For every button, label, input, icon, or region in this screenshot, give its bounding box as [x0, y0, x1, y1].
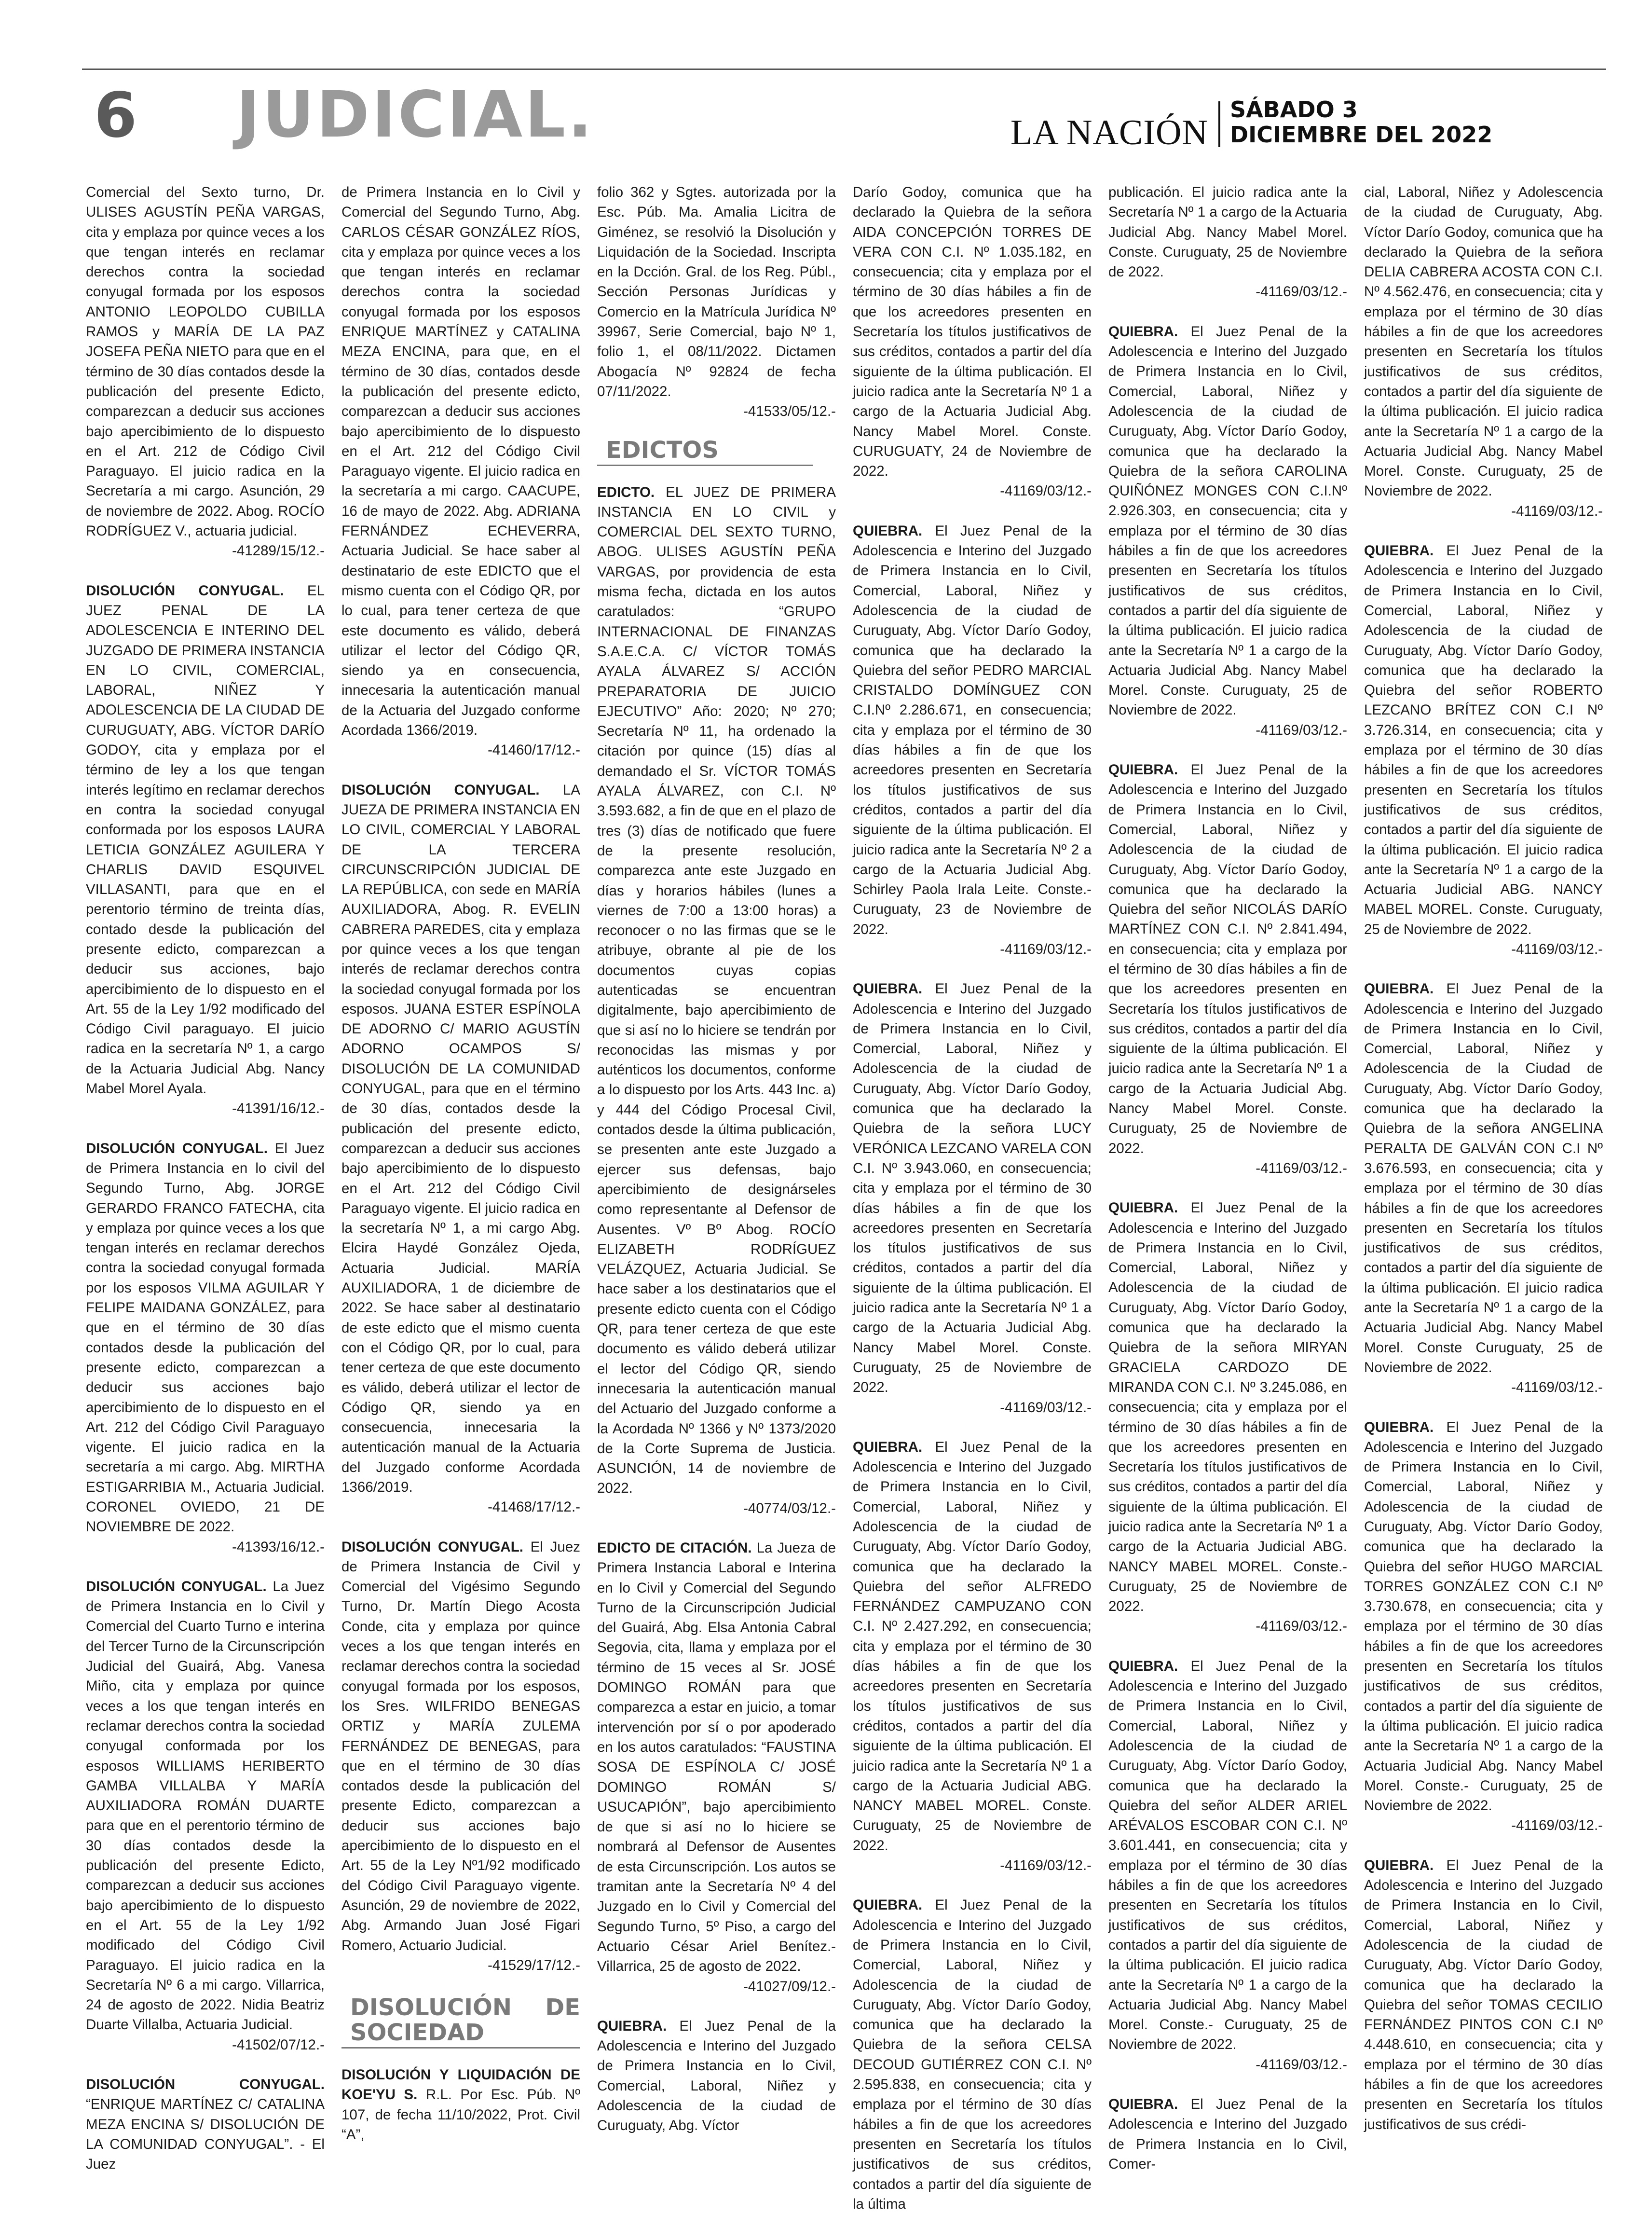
- page-number: 6: [94, 80, 137, 151]
- notice-code: -41533/05/12.-: [743, 403, 836, 420]
- notice-lead: QUIEBRA.: [1108, 762, 1178, 778]
- text-column-5: [1108, 182, 1347, 2172]
- legal-notice: [597, 482, 836, 1518]
- notice-lead: QUIEBRA.: [1108, 323, 1178, 340]
- section-title: JUDICIAL.: [236, 78, 595, 152]
- legal-notice: [1364, 1417, 1603, 1836]
- notice-body: R.L. Por Esc. Púb. Nº 107, de fecha 11/10/2022, Prot. Civil “A”,: [341, 2087, 580, 2143]
- notice-code: -40774/03/12.-: [743, 1500, 836, 1516]
- notice-body: El Juez Penal de la Adolescencia e Interino del Juzgado de Primera Instancia en lo Civil, Comercial, Laboral, Niñez y Adolescencia de la ciudad de Curuguaty, Abg. Víctor Darío Godoy, comunica que ha declarado la Quiebra del señor HUGO MARCIAL TORRES GONZÁLEZ CON C.I Nº 3.730.678, en consecuencia; cita y emplaza por el término de 30 días hábiles a fin de que los acreedores presenten en Secretaría los títulos justificativos de sus créditos, contados a partir del día siguiente de la última publicación. El juicio radica ante la Secretaría Nº 1 a cargo de la Actuaria Judicial Abg. Nancy Mabel Morel. Conste.- Curuguaty, 25 de Noviembre de 2022.: [1364, 1419, 1603, 1814]
- notice-body: El Juez Penal de la Adolescencia e Interino del Juzgado de Primera Instancia en lo Civil, Comercial, Laboral, Niñez y Adolescencia de la ciudad de Curuguaty, Abg. Víctor Darío Godoy, comunica que ha declarado la Quiebra de la señora CELSA DECOUD GUTIÉRREZ CON C.I. Nº 2.595.838, en consecuencia; cita y emplaza por el término de 30 días hábiles a fin de que los acreedores presenten en Secretaría los títulos justificativos de sus créditos, contados a partir del día siguiente de la última: [853, 1897, 1092, 2212]
- notice-body: Darío Godoy, comunica que ha declarado la Quiebra de la señora AIDA CONCEPCIÓN TORRES DE VERA CON C.I. Nº 1.035.182, en consecuencia; cita y emplaza por el término de 30 días hábiles a fin de que los acreedores presenten en Secretaría los títulos justificativos de sus créditos, contados a partir del día siguiente de la última publicación. El juicio radica ante la Secretaría Nº 1 a cargo de la Actuaria Judicial Abg. Nancy Mabel Morel. Conste. CURUGUATY, 24 de Noviembre de 2022.: [853, 184, 1092, 480]
- legal-notice: [1108, 1656, 1347, 2075]
- notice-body: El Juez Penal de la Adolescencia e Interino del Juzgado de Primera Instancia en lo Civil, Comercial, Laboral, Niñez y Adolescencia de la ciudad de Curuguaty, Abg. Víctor Darío Godoy, comunica que ha declarado la Quiebra del señor PEDRO MARCIAL CRISTALDO DOMÍNGUEZ CON C.I.Nº 2.286.671, en consecuencia; cita y emplaza por el término de 30 días hábiles a fin de que los acreedores presenten en Secretaría los títulos justificativos de sus créditos, contados a partir del día siguiente de la última publicación. El juicio radica ante la Secretaría Nº 2 a cargo de la Actuaria Judicial Abg. Schirley Paola Irala Leite. Conste.- Curuguaty, 23 de Noviembre de 2022.: [853, 523, 1092, 937]
- notice-body: El Juez Penal de la Adolescencia e Interino del Juzgado de Primera Instancia en lo Civil, Comercial, Laboral, Niñez y Adolescencia de la ciudad de Curuguaty, Abg. Víctor Darío Godoy, comunica que ha declarado la Quiebra del señor NICOLÁS DARÍO MARTÍNEZ CON C.I. Nº 2.841.494, en consecuencia; cita y emplaza por el término de 30 días hábiles a fin de que los acreedores presenten en Secretaría los títulos justificativos de sus créditos, contados a partir del día siguiente de la última publicación. El juicio radica ante la Secretaría Nº 1 a cargo de la Actuaria Judicial Abg. Nancy Mabel Morel. Conste. Curuguaty, 25 de Noviembre de 2022.: [1108, 762, 1347, 1156]
- notice-code: -41468/17/12.-: [488, 1499, 580, 1515]
- notice-code: -41169/03/12.-: [1511, 941, 1603, 957]
- notice-lead: QUIEBRA.: [1364, 1419, 1434, 1435]
- legal-notice: [597, 2016, 836, 2136]
- notice-code: -41460/17/12.-: [488, 742, 580, 758]
- notice-body: El Juez Penal de la Adolescencia e Interino del Juzgado de Primera Instancia en lo Civil, Comercial, Laboral, Niñez y Adolescencia de la ciudad de Curuguaty, Abg. Víctor Darío Godoy, comunica que ha declarado la Quiebra de la señora CAROLINA QUIÑÓNEZ MONGES CON C.I.Nº 2.926.303, en consecuencia; cita y emplaza por el término de 30 días hábiles a fin de que los acreedores presenten en Secretaría los títulos justificativos de sus créditos, contados a partir del día siguiente de la última publicación. El juicio radica ante la Secretaría Nº 1 a cargo de la Actuaria Judicial Abg. Nancy Mabel Morel. Conste. Curuguaty, 25 de Noviembre de 2022.: [1108, 323, 1347, 718]
- notice-body: EL JUEZ PENAL DE LA ADOLESCENCIA E INTERINO DEL JUZGADO DE PRIMERA INSTANCIA EN LO CIVIL, COMERCIAL, LABORAL, NIÑEZ Y ADOLESCENCIA DE LA CIUDAD DE CURUGUATY, ABG. VÍCTOR DARÍO GODOY, cita y emplaza por el término de ley a los que tengan interés legítimo en reclamar derechos en contra la sociedad conyugal conformada por los esposos LAURA LETICIA GONZÁLEZ AGUILERA Y CHARLIS DAVID ESQUIVEL VILLASANTI, para que en el perentorio término de treinta días, contado desde la publicación del presente edicto, comparezcan a deducir sus acciones, bajo apercibimiento de lo dispuesto en el Art. 55 de la Ley 1/92 modificado del Código Civil paraguayo. El juicio radica en la secretaría Nº 1, a cargo de la Actuaria Judicial Abg. Nancy Mabel Morel Ayala.: [86, 582, 325, 1097]
- top-rule: [82, 69, 1606, 70]
- legal-notice: [1364, 1856, 1603, 2134]
- legal-notice: [1108, 322, 1347, 740]
- notice-code: -41169/03/12.-: [1256, 284, 1347, 300]
- notice-lead: DISOLUCIÓN CONYUGAL.: [86, 1578, 267, 1595]
- notice-lead: QUIEBRA.: [853, 1897, 923, 1913]
- legal-notice: [853, 1895, 1092, 2214]
- notice-code: -41393/16/12.-: [232, 1539, 325, 1555]
- legal-notice: [1108, 1198, 1347, 1636]
- notice-code: -41169/03/12.-: [1511, 1379, 1603, 1396]
- legal-notice: [1108, 182, 1347, 302]
- legal-notice: [86, 581, 325, 1119]
- notice-code: -41169/03/12.-: [1256, 1160, 1347, 1176]
- notice-body: El Juez de Primera Instancia de Civil y Comercial del Vigésimo Segundo Turno, Dr. Martín Diego Acosta Conde, cita y emplaza por quince veces a los que tengan interés en reclamar derechos contra la sociedad conyugal formada por los esposos, los Sres. WILFRIDO BENEGAS ORTIZ y MARÍA ZULEMA FERNÁNDEZ DE BENEGAS, para que en el término de 30 días contados desde la publicación del presente Edicto, comparezcan a deducir sus acciones bajo apercibimiento de lo dispuesto en el Art. 55 de la Ley Nº1/92 modificado del Código Civil Paraguayo vigente. Asunción, 29 de noviembre de 2022, Abg. Armando Juan José Figari Romero, Actuario Judicial.: [341, 1539, 580, 1953]
- legal-notice: [1364, 541, 1603, 959]
- notice-body: publicación. El juicio radica ante la Secretaría Nº 1 a cargo de la Actuaria Judicial Abg. Nancy Mabel Morel. Conste. Curuguaty, 25 de Noviembre de 2022.: [1108, 184, 1347, 280]
- legal-notice: [597, 182, 836, 422]
- text-column-1: [86, 182, 325, 2173]
- legal-notice: [853, 521, 1092, 960]
- notice-lead: DISOLUCIÓN CONYUGAL.: [86, 2076, 325, 2093]
- issue-date: [1230, 97, 1492, 148]
- notice-code: -41169/03/12.-: [1000, 1857, 1092, 1874]
- notice-body: EL JUEZ DE PRIMERA INSTANCIA EN LO CIVIL y COMERCIAL DEL SEXTO TURNO, ABOG. ULISES AGUSTÍN PEÑA VARGAS, por providencia de esta misma fecha, dictada en los autos caratulados: “GRUPO INTERNACIONAL DE FINANZAS S.A.E.C.A. C/ VÍCTOR TOMÁS AYALA ÁLVAREZ S/ ACCIÓN PREPARATORIA DE JUICIO EJECUTIVO” Año: 2020; Nº 270; Secretaría Nº 11, ha ordenado la citación por quince (15) días al demandado el Sr. VÍCTOR TOMÁS AYALA ÁLVAREZ, con C.I. Nº 3.593.682, a fin de que en el plazo de tres (3) días de notificado que fuere de la presente resolución, comparezca ante este Juzgado en días y horarios hábiles (lunes a viernes de 7:00 a 13:00 horas) a reconocer o no las firmas que se le atribuye, obrante al pie de los documentos cuyas copias autenticadas se encuentran digitalmente, bajo apercibimiento de que si así no lo hiciere se tendrán por reconocidas las mismas y por auténticos los documentos, conforme a lo dispuesto por los Arts. 443 Inc. a) y 444 del Código Procesal Civil, contados desde la última publicación, se presenten ante este Juzgado a ejercer sus defensas, bajo apercibimiento de designárseles como representante al Defensor de Ausentes. Vº Bº Abog. ROCÍO ELIZABETH RODRÍGUEZ VELÁZQUEZ, Actuaria Judicial. Se hace saber a los destinatarios que el presente edicto cuenta con el Código QR, para tener certeza de que este documento es válido deberá utilizar el lector del Código QR, siendo innecesaria la autenticación manual del Actuario del Juzgado conforme a la Acordada Nº 1366 y Nº 1373/2020 de la Corte Suprema de Justicia. ASUNCIÓN, 14 de noviembre de 2022.: [597, 484, 836, 1497]
- notice-lead: QUIEBRA.: [1108, 1200, 1178, 1216]
- notice-code: -41169/03/12.-: [1000, 483, 1092, 499]
- notice-lead: QUIEBRA.: [853, 1439, 923, 1455]
- notice-lead: DISOLUCIÓN CONYUGAL.: [86, 582, 284, 599]
- notice-code: -41169/03/12.-: [1000, 941, 1092, 957]
- notice-body: El Juez Penal de la Adolescencia e Interino del Juzgado de Primera Instancia en lo Civil, Comercial, Laboral, Niñez y Adolescencia de la ciudad de Curuguaty, Abg. Víctor Darío Godoy, comunica que ha declarado la Quiebra del señor TOMAS CECILIO FERNÁNDEZ PINTOS CON C.I Nº 4.448.610, en consecuencia; cita y emplaza por el término de 30 días hábiles a fin de que los acreedores presenten en Secretaría los títulos justificativos de sus crédi-: [1364, 1857, 1603, 2132]
- notice-body: El Juez Penal de la Adolescencia e Interino del Juzgado de Primera Instancia en lo Civil, Comercial, Laboral, Niñez y Adolescencia de la ciudad de Curuguaty, Abg. Víctor Darío Godoy, comunica que ha declarado la Quiebra de la señora MIRYAN GRACIELA CARDOZO DE MIRANDA CON C.I. Nº 3.245.086, en consecuencia; cita y emplaza por el término de 30 días hábiles a fin de que los acreedores presenten en Secretaría los títulos justificativos de sus créditos, contados a partir del día siguiente de la última publicación. El juicio radica ante la Secretaría Nº 1 a cargo de la Actuaria Judicial ABG. NANCY MABEL MOREL. Conste.- Curuguaty, 25 de Noviembre de 2022.: [1108, 1200, 1347, 1615]
- legal-notice: [341, 780, 580, 1517]
- legal-notice: [86, 182, 325, 561]
- notice-lead: QUIEBRA.: [853, 981, 923, 997]
- notice-lead: EDICTO.: [597, 484, 655, 500]
- notice-lead: QUIEBRA.: [853, 523, 923, 539]
- legal-notice: [853, 979, 1092, 1417]
- notice-body: El Juez Penal de la Adolescencia e Interino del Juzgado de Primera Instancia en lo Civil, Comercial, Laboral, Niñez y Adolescencia de la Ciudad de Curuguaty, Abg. Víctor Darío Godoy, comunica que ha declarado la Quiebra de la señora ANGELINA PERALTA DE GALVÁN CON C.I Nº 3.676.593, en consecuencia; cita y emplaza por el término de 30 días hábiles a fin de que los acreedores presenten en Secretaría los títulos justificativos de sus créditos, contados a partir del día siguiente de la última publicación. El juicio radica ante la Secretaría Nº 1 a cargo de la Actuaria Judicial Abg. Nancy Mabel Morel. Conste Curuguaty, 25 de Noviembre de 2022.: [1364, 981, 1603, 1375]
- notice-code: -41027/09/12.-: [743, 1978, 836, 1994]
- notice-lead: DISOLUCIÓN Y LIQUIDACIÓN DE KOE'YU S.: [341, 2067, 580, 2103]
- notice-lead: DISOLUCIÓN CONYUGAL.: [341, 782, 540, 798]
- notice-body: El Juez Penal de la Adolescencia e Interino del Juzgado de Primera Instancia en lo Civil, Comercial, Laboral, Niñez y Adolescencia de la ciudad de Curuguaty, Abg. Víctor Darío Godoy, comunica que ha declarado la Quiebra de la señora LUCY VERÓNICA LEZCANO VARELA CON C.I. Nº 3.943.060, en consecuencia; cita y emplaza por el término de 30 días hábiles a fin de que los acreedores presenten en Secretaría los títulos justificativos de sus créditos, contados a partir del día siguiente de la última publicación. El juicio radica ante la Secretaría Nº 1 a cargo de la Actuaria Judicial Abg. Nancy Mabel Morel. Conste. Curuguaty, 25 de Noviembre de 2022.: [853, 981, 1092, 1396]
- notice-body: “ENRIQUE MARTÍNEZ C/ CATALINA MEZA ENCINA S/ DISOLUCIÓN DE LA COMUNIDAD CONYUGAL”. - El Juez: [86, 2096, 325, 2173]
- notice-body: folio 362 y Sgtes. autorizada por la Esc. Púb. Ma. Amalia Licitra de Giménez, se resolvió la Disolución y Liquidación de la Sociedad. Inscripta en la Dcción. Gral. de los Reg. Públ., Sección Personas Jurídicas y Comercio en la Matrícula Jurídica Nº 39967, Serie Comercial, bajo Nº 1, folio 1, el 08/11/2022. Dictamen Abogacía Nº 92824 de fecha 07/11/2022.: [597, 184, 836, 399]
- notice-body: El Juez Penal de la Adolescencia e Interino del Juzgado de Primera Instancia en lo Civil, Comer-: [1108, 2096, 1347, 2172]
- legal-notice: [597, 1538, 836, 1996]
- notice-lead: DISOLUCIÓN CONYUGAL.: [86, 1140, 268, 1156]
- notice-body: El Juez de Primera Instancia en lo civil del Segundo Turno, Abg. JORGE GERARDO FRANCO FATECHA, cita y emplaza por quince veces a los que tengan interés en reclamar derechos contra la sociedad conyugal formada por los esposos VILMA AGUILAR Y FELIPE MAIDANA GONZÁLEZ, para que en el término de 30 días contados desde la publicación del presente edicto, comparezcan a deducir sus acciones bajo apercibimiento de lo dispuesto en el Art. 212 del Código Civil Paraguayo vigente. El juicio radica en la secretaría a mi cargo. Abg. MIRTHA ESTIGARRIBIA M., Actuaria Judicial. CORONEL OVIEDO, 21 DE NOVIEMBRE DE 2022.: [86, 1140, 325, 1535]
- legal-notice: [341, 182, 580, 760]
- notice-code: -41289/15/12.-: [232, 543, 325, 559]
- legal-notice: [853, 1437, 1092, 1876]
- notice-lead: QUIEBRA.: [1364, 1857, 1434, 1873]
- notice-body: Comercial del Sexto turno, Dr. ULISES AGUSTÍN PEÑA VARGAS, cita y emplaza por quince veces a los que tengan interés en reclamar derechos contra la sociedad conyugal formada por los esposos ANTONIO LEOPOLDO CUBILLA RAMOS y MARÍA DE LA PAZ JOSEFA PEÑA NIETO para que en el término de 30 días contados desde la publicación del presente Edicto, comparezcan a deducir sus acciones bajo apercibimiento de lo dispuesto en el Art. 212 de Código Civil Paraguayo. El juicio radica en la Secretaría a mi cargo. Asunción, 29 de noviembre de 2022. Abog. ROCÍO RODRÍGUEZ V., actuaria judicial.: [86, 184, 325, 539]
- notice-lead: DISOLUCIÓN CONYUGAL.: [341, 1539, 523, 1555]
- text-column-6: [1364, 182, 1603, 2132]
- legal-notice: [341, 1537, 580, 1976]
- notice-body: La Juez de Primera Instancia en lo Civil y Comercial del Cuarto Turno e interina del Tercer Turno de la Circunscripción Judicial del Guairá, Abg. Vanesa Miño, cita y emplaza por quince veces a los que tengan interés en reclamar derechos contra la sociedad conyugal conformada por los esposos WILLIAMS HERIBERTO GAMBA VILLALBA Y MARÍA AUXILIADORA ROMÁN DUARTE para que en el perentorio término de 30 días contados desde la publicación del presente Edicto, comparezcan a deducir sus acciones bajo apercibimiento de lo dispuesto en el Art. 55 de la Ley 1/92 modificado del Código Civil Paraguayo. El juicio radica en la Secretaría Nº 6 a mi cargo. Villarrica, 24 de agosto de 2022. Nidia Beatriz Duarte Villalba, Actuaria Judicial.: [86, 1578, 325, 2033]
- notice-body: cial, Laboral, Niñez y Adolescencia de la ciudad de Curuguaty, Abg. Víctor Darío Godoy, comunica que ha declarado la Quiebra de la señora DELIA CABRERA ACOSTA CON C.I. Nº 4.562.476, en consecuencia; cita y emplaza por el término de 30 días hábiles a fin de que los acreedores presenten en Secretaría los títulos justificativos de sus créditos, contados a partir del día siguiente de la última publicación. El juicio radica ante la Secretaría Nº 1 a cargo de la Actuaria Judicial Abg. Nancy Mabel Morel. Conste. Curuguaty, 25 de Noviembre de 2022.: [1364, 184, 1603, 499]
- section-heading: EDICTOS: [597, 438, 813, 466]
- legal-notice: [86, 1139, 325, 1557]
- notice-lead: QUIEBRA.: [1364, 981, 1434, 997]
- text-column-2: [341, 182, 580, 2143]
- legal-notice: [1108, 760, 1347, 1178]
- section-heading: DISOLUCIÓN DE SOCIEDAD: [341, 1995, 580, 2049]
- legal-notice: [86, 1577, 325, 2055]
- notice-body: La Jueza de Primera Instancia Laboral e Interina en lo Civil y Comercial del Segundo Turno de la Circunscripción Judicial del Guairá, Abg. Elsa Antonia Cabral Segovia, cita, llama y emplaza por el término de 15 veces al Sr. JOSÉ DOMINGO ROMÁN para que comparezca a estar en juicio, a tomar intervención por sí o por apoderado en los autos caratulados: “FAUSTINA SOSA DE ESPÍNOLA C/ JOSÉ DOMINGO ROMÁN S/ USUCAPIÓN”, bajo apercibimiento de que si así no lo hiciere se nombrará al Defensor de Ausentes de esta Circunscripción. Los autos se tramitan ante la Secretaría Nº 4 del Juzgado en lo Civil y Comercial del Segundo Turno, 5º Piso, a cargo del Actuario César Ariel Benítez.- Villarrica, 25 de agosto de 2022.: [597, 1540, 836, 1975]
- notice-code: -41169/03/12.-: [1256, 722, 1347, 738]
- legal-notice: [86, 2075, 325, 2174]
- legal-notice: [1364, 182, 1603, 521]
- legal-notice: [1108, 2094, 1347, 2174]
- notice-code: -41169/03/12.-: [1511, 503, 1603, 519]
- notice-code: -41169/03/12.-: [1511, 1817, 1603, 1834]
- notice-code: -41391/16/12.-: [232, 1100, 325, 1117]
- notice-code: -41169/03/12.-: [1000, 1399, 1092, 1416]
- notice-lead: QUIEBRA.: [1364, 543, 1434, 559]
- notice-lead: QUIEBRA.: [1108, 1658, 1178, 1674]
- date-weekday: SÁBADO 3: [1230, 96, 1358, 123]
- notice-body: LA JUEZA DE PRIMERA INSTANCIA EN LO CIVIL, COMERCIAL Y LABORAL DE LA TERCERA CIRCUNSCRIPCIÓN JUDICIAL DE LA REPÚBLICA, con sede en MARÍA AUXILIADORA, Abog. R. EVELIN CABRERA PAREDES, cita y emplaza por quince veces a los que tengan interés de reclamar derechos contra la sociedad conyugal formada por los esposos. JUANA ESTER ESPÍNOLA DE ADORNO C/ MARIO AGUSTÍN ADORNO OCAMPOS S/ DISOLUCIÓN DE LA COMUNIDAD CONYUGAL, para que en el término de 30 días, contados desde la publicación del presente edicto, comparezcan a deducir sus acciones bajo apercibimiento de lo dispuesto en el Art. 212 del Código Civil Paraguayo vigente. El juicio radica en la secretaría Nº 1, a mi cargo Abg. Elcira Haydé González Ojeda, Actuaria Judicial. MARÍA AUXILIADORA, 1 de diciembre de 2022. Se hace saber al destinatario de este edicto que el mismo cuenta con el Código QR, por lo cual, para tener certeza de que este documento es válido, deberá utilizar el lector de Código QR, siendo ya en consecuencia, innecesaria la autenticación manual de la Actuaria del Juzgado conforme Acordada 1366/2019.: [341, 782, 580, 1495]
- text-column-3: [597, 182, 836, 2134]
- notice-lead: EDICTO DE CITACIÓN.: [597, 1540, 752, 1556]
- notice-code: -41502/07/12.-: [232, 2036, 325, 2053]
- text-column-4: [853, 182, 1092, 2212]
- notice-lead: QUIEBRA.: [1108, 2096, 1178, 2113]
- notice-body: El Juez Penal de la Adolescencia e Interino del Juzgado de Primera Instancia en lo Civil, Comercial, Laboral, Niñez y Adolescencia de la ciudad de Curuguaty, Abg. Víctor Darío Godoy, comunica que ha declarado la Quiebra del señor ALFREDO FERNÁNDEZ CAMPUZANO CON C.I. Nº 2.427.292, en consecuencia; cita y emplaza por el término de 30 días hábiles a fin de que los acreedores presenten en Secretaría los títulos justificativos de sus créditos, contados a partir del día siguiente de la última publicación. El juicio radica ante la Secretaría Nº 1 a cargo de la Actuaria Judicial ABG. NANCY MABEL MOREL. Conste. Curuguaty, 25 de Noviembre de 2022.: [853, 1439, 1092, 1854]
- notice-body: El Juez Penal de la Adolescencia e Interino del Juzgado de Primera Instancia en lo Civil, Comercial, Laboral, Niñez y Adolescencia de la ciudad de Curuguaty, Abg. Víctor: [597, 2018, 836, 2134]
- newspaper-logo: LA NACIÓN: [1010, 113, 1208, 152]
- legal-notice: [341, 2065, 580, 2145]
- notice-body: de Primera Instancia en lo Civil y Comercial del Segundo Turno, Abg. CARLOS CÉSAR GONZÁLEZ RÍOS, cita y emplaza por quince veces a los que tengan interés en reclamar derechos contra la sociedad conyugal formada por los esposos ENRIQUE MARTÍNEZ y CATALINA MEZA ENCINA, para que, en el término de 30 días, contados desde la publicación del presente edicto, comparezcan a deducir sus acciones bajo apercibimiento de lo dispuesto en el Art. 212 del Código Civil Paraguayo vigente. El juicio radica en la secretaría a mi cargo. CAACUPE, 16 de mayo de 2022. Abg. ADRIANA FERNÁNDEZ ECHEVERRA, Actuaria Judicial. Se hace saber al destinatario de este EDICTO que el mismo cuenta con el Código QR, por lo cual, para tener certeza de que este documento es válido, deberá utilizar el lector del Código QR, siendo ya en consecuencia, innecesaria la autenticación manual de la Actuaria del Juzgado conforme Acordada 1366/2019.: [341, 184, 580, 739]
- legal-notice: [1364, 979, 1603, 1397]
- legal-notice: [853, 182, 1092, 501]
- notice-lead: QUIEBRA.: [597, 2018, 667, 2034]
- header-separator: [1218, 101, 1220, 147]
- date-month-year: DICIEMBRE DEL 2022: [1230, 121, 1493, 148]
- notice-code: -41169/03/12.-: [1256, 2056, 1347, 2073]
- notice-code: -41169/03/12.-: [1256, 1618, 1347, 1635]
- notice-code: -41529/17/12.-: [488, 1957, 580, 1973]
- notice-body: El Juez Penal de la Adolescencia e Interino del Juzgado de Primera Instancia en lo Civil, Comercial, Laboral, Niñez y Adolescencia de la ciudad de Curuguaty, Abg. Víctor Darío Godoy, comunica que ha declarado la Quiebra del señor ALDER ARIEL ARÉVALOS ESCOBAR CON C.I. Nº 3.601.441, en consecuencia; cita y emplaza por el término de 30 días hábiles a fin de que los acreedores presenten en Secretaría los títulos justificativos de sus créditos, contados a partir del día siguiente de la última publicación. El juicio radica ante la Secretaría Nº 1 a cargo de la Actuaria Judicial Abg. Nancy Mabel Morel. Conste.- Curuguaty, 25 de Noviembre de 2022.: [1108, 1658, 1347, 2053]
- notice-body: El Juez Penal de la Adolescencia e Interino del Juzgado de Primera Instancia en lo Civil, Comercial, Laboral, Niñez y Adolescencia de la ciudad de Curuguaty, Abg. Víctor Darío Godoy, comunica que ha declarado la Quiebra del señor ROBERTO LEZCANO BRÍTEZ CON C.I Nº 3.726.314, en consecuencia; cita y emplaza por el término de 30 días hábiles a fin de que los acreedores presenten en Secretaría los títulos justificativos de sus créditos, contados a partir del día siguiente de la última publicación. El juicio radica ante la Secretaría Nº 1 a cargo de la Actuaria Judicial ABG. NANCY MABEL MOREL. Conste. Curuguaty, 25 de Noviembre de 2022.: [1364, 543, 1603, 937]
